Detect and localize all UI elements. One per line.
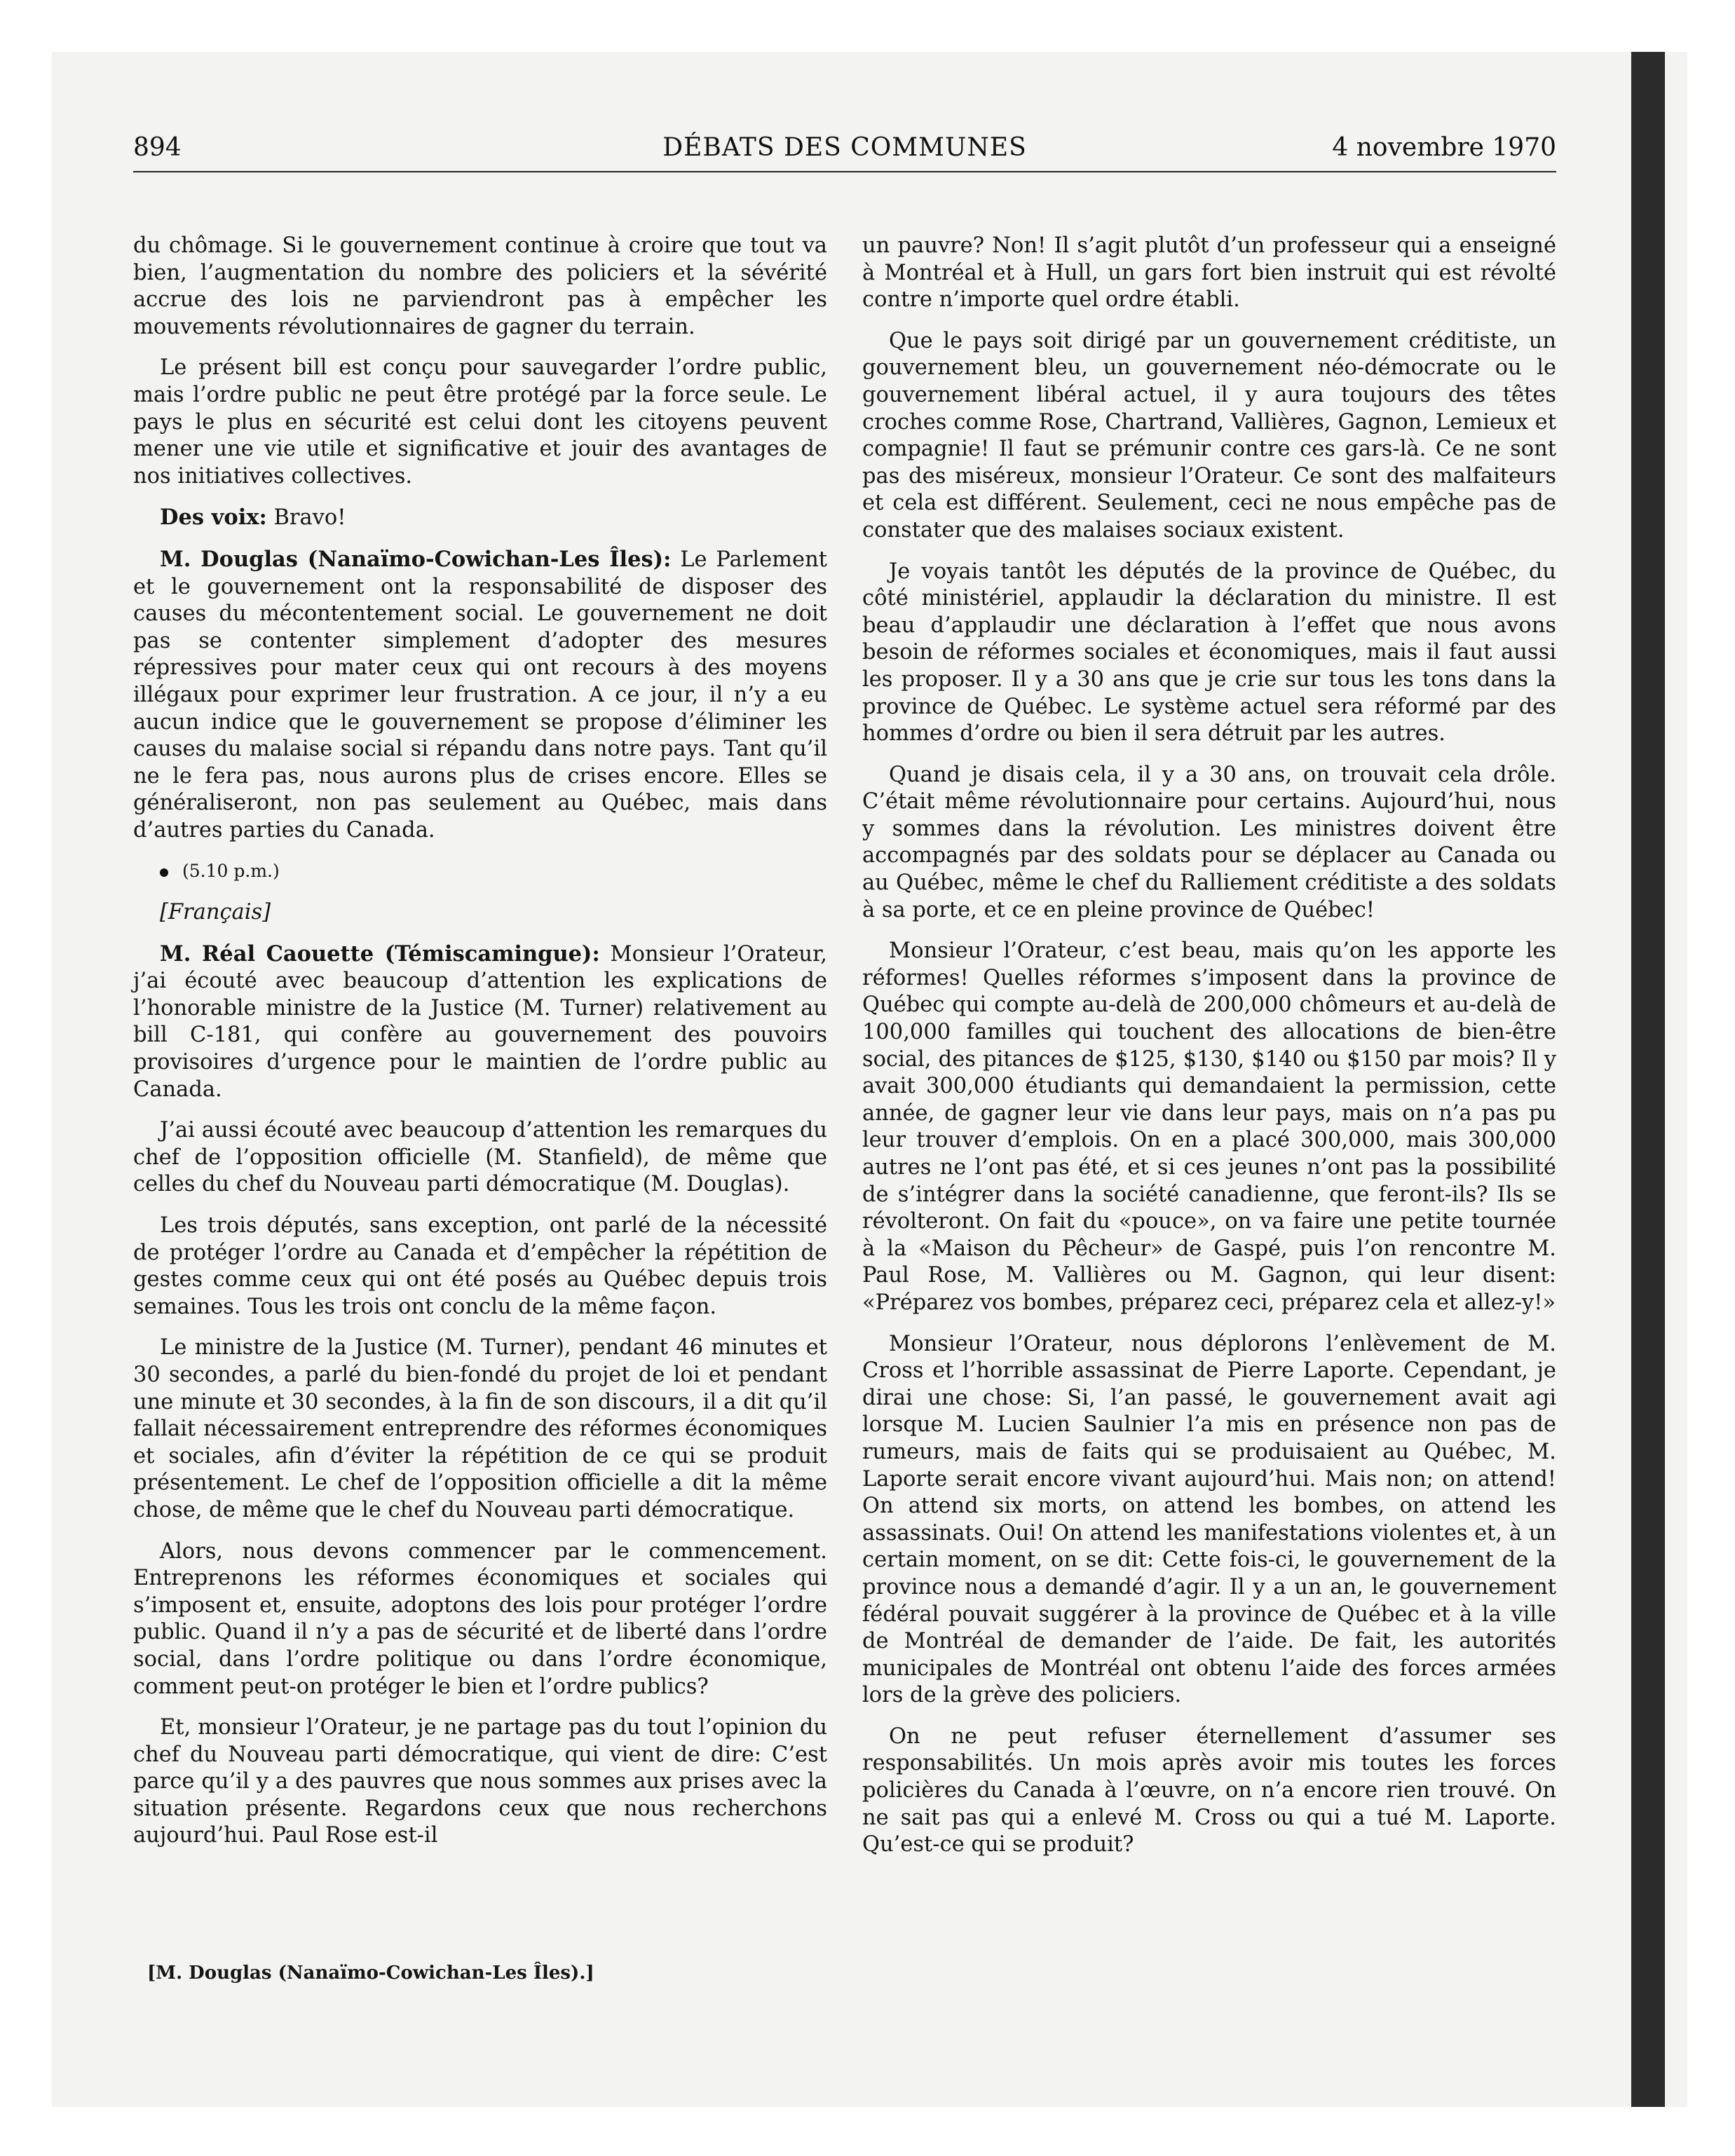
paragraph: On ne peut refuser éternellement d’assumer ses responsabilités. Un mois après avoir mis toutes les forces policières du Canada à l’œuvre, on n’a encore rien trouvé. On ne sait pas qui a enlevé M. Cross ou qui a tué M. Laporte. Qu’est-ce qui se produit?	[862, 1724, 1556, 1857]
speech-text: Le Parlement et le gouvernement ont la responsabilité de disposer des causes du mécontentement social. Le gouvernement ne doit pas se contenter simplement d’adopter des mesures répressives pour mater ceux qui ont recours à des moyens illégaux pour exprimer leur frustration. A ce jour, il n’y a eu aucun indice que le gouvernement se propose d’éliminer les causes du malaise social si répandu dans notre pays. Tant qu’il ne le fera pas, nous aurons plus de crises encore. Elles se généraliseront, non pas seulement au Québec, mais dans d’autres parties du Canada.	[133, 547, 827, 842]
paragraph: un pauvre? Non! Il s’agit plutôt d’un professeur qui a enseigné à Montréal et à Hull, un gars fort bien instruit qui est révolté contre n’importe quel ordre établi.	[862, 233, 1556, 313]
language-marker: [Français]	[160, 900, 271, 925]
right-column	[862, 233, 1556, 1873]
paragraph: Monsieur l’Orateur, nous déplorons l’enlèvement de M. Cross et l’horrible assassinat de Pierre Laporte. Cependant, je dirai une chose: Si, l’an passé, le gouvernement avait agi lorsque M. Lucien Saulnier l’a mis en présence non pas de rumeurs, mais de faits qui se produisaient au Québec, M. Laporte serait encore vivant aujourd’hui. Mais non; on attend! On attend six morts, on attend les bombes, on attend les assassinats. Oui! On attend les manifestations violentes et, à un certain moment, on se dit: Cette fois-ci, le gouvernement de la province nous a demandé d’agir. Il y a un an, le gouvernement fédéral pouvait suggérer à la province de Québec et à la ville de Montréal de demander de l’aide. De fait, les autorités municipales de Montréal ont obtenu l’aide des forces armées lors de la grève des policiers.	[862, 1331, 1556, 1708]
paragraph: Et, monsieur l’Orateur, je ne partage pas du tout l’opinion du chef du Nouveau parti démocratique, qui vient de dire: C’est parce qu’il y a des pauvres que nous sommes aux prises avec la situation présente. Regardons ceux que nous recherchons aujourd’hui. Paul Rose est-il	[133, 1715, 827, 1848]
speech-voices	[133, 504, 827, 532]
page-header	[133, 133, 1556, 170]
page-number: 894	[133, 133, 182, 162]
speaker-footnote: [M. Douglas (Nanaïmo-Cowichan-Les Îles).]	[147, 1963, 594, 1984]
paragraph: Que le pays soit dirigé par un gouvernement créditiste, un gouvernement bleu, un gouvernement néo-démocrate ou le gouvernement libéral actuel, il y aura toujours des têtes croches comme Rose, Chartrand, Vallières, Gagnon, Lemieux et compagnie! Il faut se prémunir contre ces gars-là. Ce ne sont pas des miséreux, monsieur l’Orateur. Ce sont des malfaiteurs et cela est différent. Seulement, ceci ne nous empêche pas de constater que des malaises sociaux existent.	[862, 328, 1556, 543]
speech-douglas	[133, 546, 827, 845]
paragraph: Le ministre de la Justice (M. Turner), pendant 46 minutes et 30 secondes, a parlé du bien-fondé du projet de loi et pendant une minute et 30 secondes, à la fin de son discours, il a dit qu’il fallait nécessairement entreprendre des réformes économiques et sociales, afin d’éviter la répétition de ce qui se produit présentement. Le chef de l’opposition officielle a dit la même chose, de même que le chef du Nouveau parti démocratique.	[133, 1335, 827, 1522]
speaker-name: M. Réal Caouette (Témiscamingue):	[160, 941, 600, 967]
paragraph: J’ai aussi écouté avec beaucoup d’attention les remarques du chef de l’opposition officielle (M. Stanfield), de même que celles du chef du Nouveau parti démocratique (M. Douglas).	[133, 1118, 827, 1197]
paragraph: Les trois députés, sans exception, ont parlé de la nécessité de protéger l’ordre au Canada et d’empêcher la répétition de gestes comme ceux qui ont été posés au Québec depuis trois semaines. Tous les trois ont conclu de la même façon.	[133, 1213, 827, 1319]
running-title: DÉBATS DES COMMUNES	[662, 133, 1027, 162]
paragraph: Le présent bill est conçu pour sauvegarder l’ordre public, mais l’ordre public ne peut être protégé par la force seule. Le pays le plus en sécurité est celui dont les citoyens peuvent mener une vie utile et significative et jouir des avantages de nos initiatives collectives.	[133, 355, 827, 489]
paragraph: Alors, nous devons commencer par le commencement. Entreprenons les réformes économiques et sociales qui s’imposent et, ensuite, adoptons des lois pour protéger l’ordre public. Quand il n’y a pas de sécurité et de liberté dans l’ordre social, dans l’ordre politique ou dans l’ordre économique, comment peut-on protéger le bien et l’ordre publics?	[133, 1538, 827, 1699]
speaker-name: Des voix:	[160, 505, 267, 531]
header-rule	[133, 171, 1556, 172]
paragraph: Je voyais tantôt les députés de la province de Québec, du côté ministériel, applaudir la déclaration du ministre. Il est beau d’applaudir une déclaration à l’effet que nous avons besoin de réformes sociales et économiques, mais il faut aussi les proposer. Il y a 30 ans que je crie sur tous les tons dans la province de Québec. Le système actuel sera réformé par des hommes d’ordre ou bien il sera détruit par les autres.	[862, 559, 1556, 746]
speech-caouette	[133, 941, 827, 1104]
page-date: 4 novembre 1970	[1332, 133, 1556, 162]
paragraph: du chômage. Si le gouvernement continue à croire que tout va bien, l’augmentation du nombre des policiers et la sévérité accrue des lois ne parviendront pas à empêcher les mouvements révolutionnaires de gagner du terrain.	[133, 233, 827, 339]
speech-text: Monsieur l’Orateur, j’ai écouté avec beaucoup d’attention les explications de l’honorable ministre de la Justice (M. Turner) relativement au bill C-181, qui confère au gouvernement des pouvoirs provisoires d’urgence pour le maintien de l’ordre public au Canada.	[133, 941, 827, 1102]
speech-text: Bravo!	[273, 505, 346, 531]
bullet-icon	[160, 868, 168, 877]
time-marker-text: (5.10 p.m.)	[182, 861, 280, 882]
left-column	[133, 233, 827, 1864]
time-marker	[133, 858, 827, 885]
paragraph: Monsieur l’Orateur, c’est beau, mais qu’on les apporte les réformes! Quelles réformes s’imposent dans la province de Québec qui compte au-delà de 200,000 chômeurs et au-delà de 100,000 familles qui touchent des allocations de bien-être social, des pitances de $125, $130, $140 ou $150 par mois? Il y avait 300,000 étudiants qui demandaient la permission, cette année, de gagner leur vie dans leur pays, mais on n’a pas pu leur trouver d’emplois. On en a placé 300,000, mais 300,000 autres ne l’ont pas été, et si ces jeunes n’ont pas la possibilité de s’intégrer dans la société canadienne, que feront-ils? Ils se révolteront. On fait du «pouce», on va faire une petite tournée à la «Maison du Pêcheur» de Gaspé, puis l’on rencontre M. Paul Rose, M. Vallières ou M. Gagnon, qui leur disent: «Préparez vos bombes, préparez ceci, préparez cela et allez-y!»	[862, 939, 1556, 1315]
scan-edge-shadow	[1631, 52, 1665, 2107]
speaker-name: M. Douglas (Nanaïmo-Cowichan-Les Îles):	[160, 546, 672, 572]
paragraph: Quand je disais cela, il y a 30 ans, on trouvait cela drôle. C’était même révolutionnaire pour certains. Aujourd’hui, nous y sommes dans la révolution. Les ministres doivent être accompagnés par des soldats pour se déplacer au Canada ou au Québec, même le chef du Ralliement créditiste a des soldats à sa porte, et ce en pleine province de Québec!	[862, 762, 1556, 922]
